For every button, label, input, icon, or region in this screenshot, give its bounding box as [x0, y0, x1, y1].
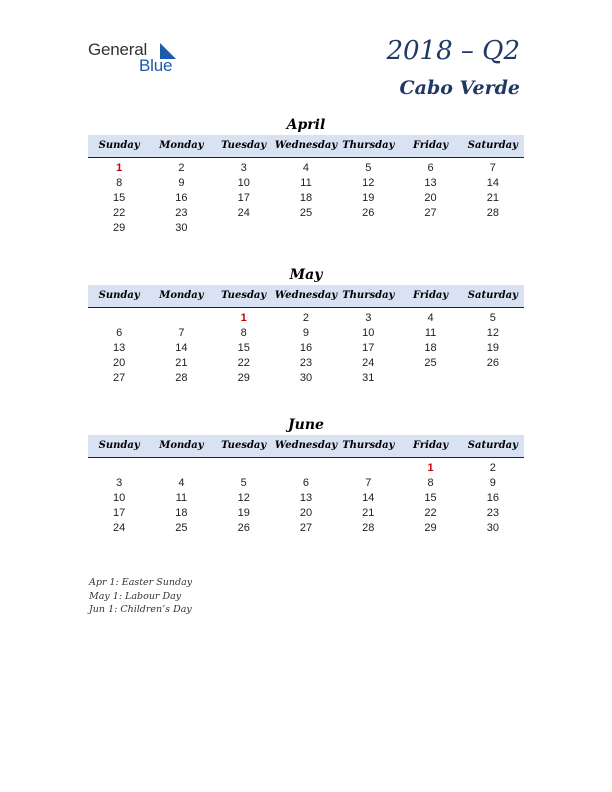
day-cell: 1: [240, 312, 247, 324]
week-row: [88, 341, 524, 356]
day-cell: 14: [486, 177, 499, 189]
day-cell: 17: [113, 507, 126, 519]
day-cell: 28: [486, 207, 499, 219]
month-calendar-june: [88, 415, 524, 536]
day-cell: 27: [299, 522, 313, 534]
day-cell: 19: [237, 507, 250, 519]
day-cell: 20: [113, 357, 126, 369]
week-row: [88, 161, 524, 176]
day-cell: 4: [427, 312, 434, 324]
day-cell: 10: [362, 327, 375, 339]
day-cell: 20: [424, 192, 437, 204]
day-cell: 11: [424, 327, 437, 339]
weekday-label: Tuesday: [221, 290, 267, 301]
day-cell: 18: [299, 192, 313, 204]
day-cell: 17: [237, 192, 250, 204]
day-cell: 11: [175, 492, 188, 504]
day-cell: 3: [240, 162, 247, 174]
page-subtitle: Cabo Verde: [399, 77, 520, 99]
logo-blue-text: Blue: [139, 56, 173, 75]
weekday-label: Friday: [412, 440, 449, 451]
week-row: [88, 476, 524, 491]
day-cell: 31: [362, 372, 375, 384]
day-cell: 23: [299, 357, 313, 369]
day-cell: 13: [424, 177, 437, 189]
weekday-header-row: [88, 435, 524, 458]
day-cell: 6: [116, 327, 123, 339]
day-cell: 15: [424, 492, 437, 504]
week-row: [88, 461, 524, 476]
weekday-label: Thursday: [342, 290, 395, 301]
day-cell: 29: [113, 222, 126, 234]
day-cell: 21: [175, 357, 188, 369]
day-cell: [337, 461, 399, 476]
weeks-grid: [88, 158, 524, 236]
day-cell: 29: [237, 372, 250, 384]
day-cell: [213, 461, 275, 476]
day-cell: [399, 221, 461, 236]
day-cell: [213, 221, 275, 236]
weekday-label: Friday: [412, 290, 449, 301]
day-cell: 5: [489, 312, 496, 324]
day-cell: 13: [113, 342, 126, 354]
day-cell: 2: [302, 312, 310, 324]
holiday-note: Jun 1: Children’s Day: [89, 604, 192, 615]
week-row: [88, 506, 524, 521]
weekday-label: Friday: [412, 140, 449, 151]
day-cell: 12: [362, 177, 375, 189]
day-cell: 10: [237, 177, 250, 189]
day-cell: 19: [486, 342, 499, 354]
day-cell: 22: [424, 507, 437, 519]
day-cell: 23: [486, 507, 499, 519]
day-cell: [88, 461, 150, 476]
day-cell: 4: [302, 162, 310, 174]
weekday-header-row: [88, 135, 524, 158]
day-cell: 1: [116, 162, 123, 174]
weekday-label: Wednesday: [274, 140, 338, 151]
weekday-label: Monday: [159, 290, 204, 301]
weekday-label: Thursday: [342, 440, 395, 451]
day-cell: 17: [362, 342, 375, 354]
day-cell: 9: [489, 477, 496, 489]
day-cell: [462, 221, 524, 236]
day-cell: 25: [299, 207, 313, 219]
week-row: [88, 371, 524, 386]
day-cell: 3: [365, 312, 372, 324]
day-cell: 18: [424, 342, 437, 354]
month-title: May: [289, 267, 323, 283]
day-cell: 6: [302, 477, 310, 489]
day-cell: 10: [113, 492, 126, 504]
day-cell: 7: [178, 327, 185, 339]
day-cell: 22: [113, 207, 126, 219]
day-cell: 1: [427, 462, 434, 474]
month-title: June: [288, 417, 324, 433]
holiday-note: May 1: Labour Day: [89, 590, 182, 602]
day-cell: 3: [116, 477, 123, 489]
weekday-label: Saturday: [467, 290, 518, 301]
day-cell: 24: [113, 522, 126, 534]
day-cell: 13: [299, 492, 313, 504]
day-cell: 6: [427, 162, 434, 174]
day-cell: [150, 461, 212, 476]
holiday-note: Apr 1: Easter Sunday: [89, 577, 193, 588]
day-cell: 21: [486, 192, 499, 204]
day-cell: [337, 221, 399, 236]
day-cell: 30: [486, 522, 499, 534]
weekday-label: Sunday: [98, 290, 140, 301]
weekday-label: Monday: [159, 140, 204, 151]
weekday-label: Tuesday: [221, 140, 267, 151]
day-cell: [462, 371, 524, 386]
week-row: [88, 491, 524, 506]
day-cell: 2: [489, 462, 496, 474]
day-cell: 29: [424, 522, 437, 534]
day-cell: 15: [237, 342, 250, 354]
day-cell: 27: [113, 372, 126, 384]
weekday-label: Saturday: [467, 140, 518, 151]
day-cell: 19: [362, 192, 375, 204]
week-row: [88, 326, 524, 341]
day-cell: [399, 371, 461, 386]
day-cell: 26: [237, 522, 250, 534]
day-cell: 28: [175, 372, 188, 384]
day-cell: 26: [486, 357, 499, 369]
day-cell: 20: [299, 507, 313, 519]
day-cell: [275, 461, 337, 476]
day-cell: 9: [302, 327, 310, 339]
weekday-label: Saturday: [467, 440, 518, 451]
month-title: April: [286, 117, 326, 133]
day-cell: 5: [240, 477, 247, 489]
day-cell: [88, 311, 150, 326]
week-row: [88, 206, 524, 221]
month-calendar-april: [88, 115, 524, 236]
day-cell: 14: [362, 492, 375, 504]
month-calendar-may: [88, 265, 524, 386]
day-cell: 15: [113, 192, 126, 204]
day-cell: 25: [424, 357, 437, 369]
day-cell: 12: [486, 327, 499, 339]
weekday-label: Sunday: [98, 140, 140, 151]
week-row: [88, 311, 524, 326]
day-cell: 12: [237, 492, 250, 504]
weekday-label: Sunday: [98, 440, 140, 451]
week-row: [88, 191, 524, 206]
day-cell: 11: [300, 177, 312, 189]
day-cell: 30: [299, 372, 313, 384]
weekday-label: Tuesday: [221, 440, 267, 451]
day-cell: 25: [175, 522, 188, 534]
day-cell: 21: [362, 507, 375, 519]
day-cell: 2: [178, 162, 185, 174]
day-cell: 14: [175, 342, 188, 354]
day-cell: 24: [237, 207, 250, 219]
day-cell: 9: [178, 177, 185, 189]
day-cell: 26: [362, 207, 375, 219]
day-cell: 16: [175, 192, 188, 204]
day-cell: 7: [365, 477, 372, 489]
day-cell: 8: [116, 177, 123, 189]
day-cell: 28: [362, 522, 375, 534]
day-cell: 30: [175, 222, 188, 234]
weekday-label: Wednesday: [274, 440, 338, 451]
day-cell: 23: [175, 207, 188, 219]
day-cell: 18: [175, 507, 188, 519]
day-cell: 22: [237, 357, 250, 369]
day-cell: 8: [427, 477, 434, 489]
logo-general-text: General: [88, 40, 148, 59]
weekday-label: Wednesday: [274, 290, 338, 301]
week-row: [88, 221, 524, 236]
day-cell: 8: [240, 327, 247, 339]
page-title: 2018 – Q2: [386, 36, 520, 66]
week-row: [88, 356, 524, 371]
day-cell: 16: [486, 492, 499, 504]
weekday-header-row: [88, 285, 524, 308]
weekday-label: Thursday: [342, 140, 395, 151]
day-cell: 5: [365, 162, 372, 174]
weeks-grid: [88, 458, 524, 536]
day-cell: 27: [424, 207, 437, 219]
logo: [88, 40, 188, 76]
week-row: [88, 176, 524, 191]
week-row: [88, 521, 524, 536]
day-cell: 24: [362, 357, 375, 369]
day-cell: 4: [178, 477, 185, 489]
weeks-grid: [88, 308, 524, 386]
day-cell: 16: [299, 342, 313, 354]
day-cell: [150, 311, 212, 326]
day-cell: [275, 221, 337, 236]
weekday-label: Monday: [159, 440, 204, 451]
day-cell: 7: [489, 162, 496, 174]
holiday-notes: [89, 576, 192, 617]
